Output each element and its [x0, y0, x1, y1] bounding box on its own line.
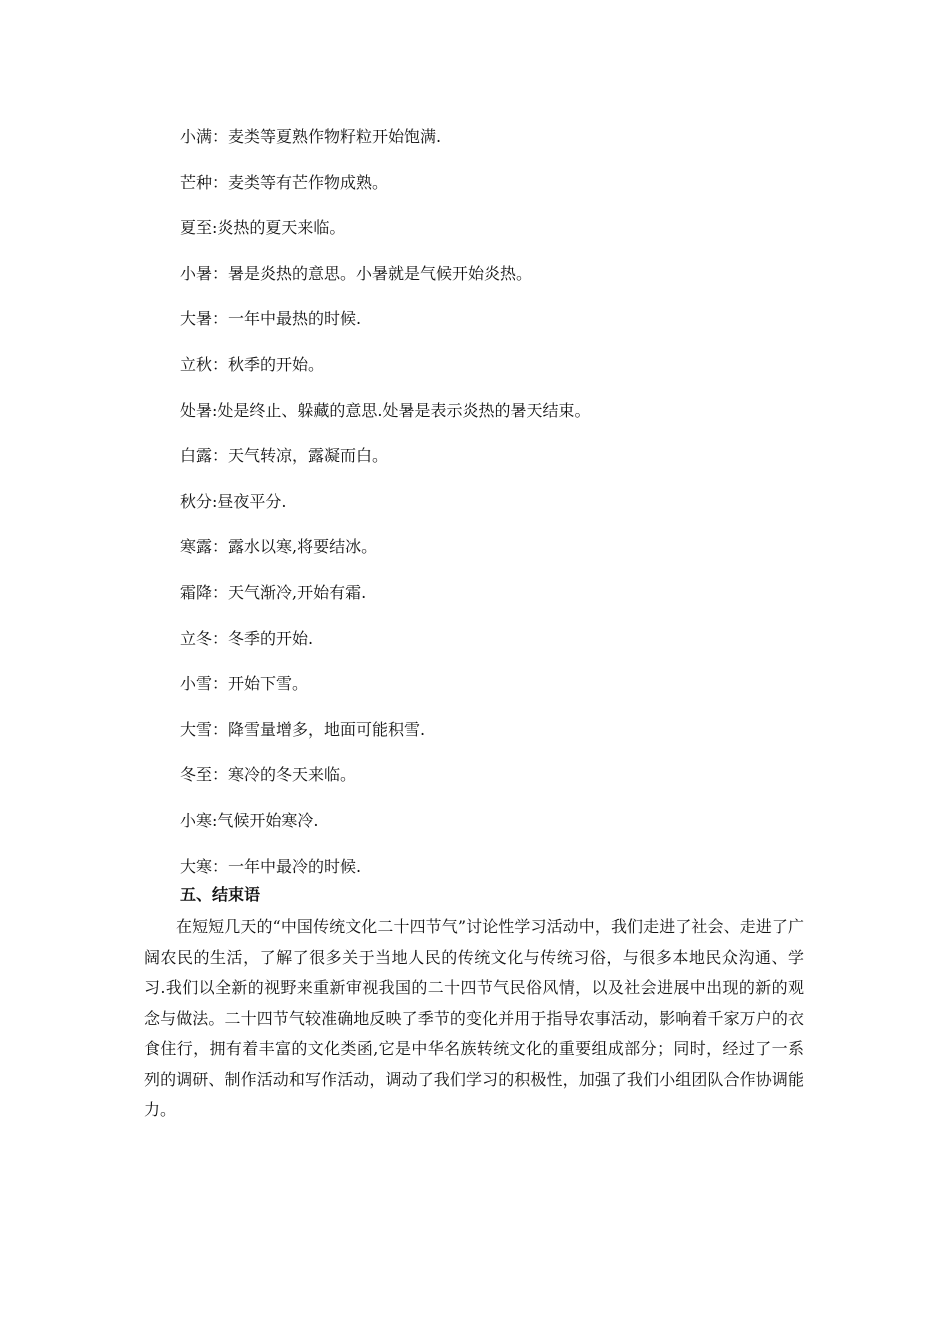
conclusion-paragraph: 在短短几天的“中国传统文化二十四节气”讨论性学习活动中，我们走进了社会、走进了广阔农民的生活，了解了很多关于当地人民的传统文化与传统习俗，与很多本地民众沟通、学习.我们以全新的视野来重新审视我国的二十四节气民俗风情，以及社会进展中出现的新的观念与做法。二十四节气较准确地反映了季节的变化并用于指导农事活动，影响着千家万户的衣食住行，拥有着丰富的文化类函,它是中华名族转统文化的重要组成部分；同时，经过了一系列的调研、制作活动和写作活动，调动了我们学习的积极性，加强了我们小组团队合作协调能力。 — [144, 917, 804, 1119]
section-heading: 五、结束语 — [180, 885, 261, 904]
term-xiaohan: 小寒:气候开始寒冷. — [180, 810, 319, 830]
term-daxue: 大雪：降雪量增多，地面可能积雪. — [180, 719, 426, 739]
term-xiazhi: 夏至:炎热的夏天来临。 — [180, 218, 346, 238]
term-dongzhi: 冬至：寒冷的冬天来临。 — [180, 765, 357, 785]
term-shuangjiang: 霜降：天气渐冷,开始有霜. — [180, 582, 367, 602]
term-qiufen: 秋分:昼夜平分. — [180, 491, 287, 511]
term-dahan: 大寒：一年中最冷的时候. — [180, 856, 362, 876]
term-liqiu: 立秋：秋季的开始。 — [180, 354, 325, 374]
term-mangzhong: 芒种：麦类等有芒作物成熟。 — [180, 172, 389, 192]
term-hanlu: 寒露：露水以寒,将要结冰。 — [180, 537, 378, 557]
term-xiaoshu: 小暑：暑是炎热的意思。小暑就是气候开始炎热。 — [180, 263, 533, 283]
term-lidong: 立冬：冬季的开始. — [180, 628, 314, 648]
term-dashu: 大暑：一年中最热的时候. — [180, 309, 362, 329]
term-bailu: 白露：天气转凉，露凝而白。 — [180, 446, 389, 466]
term-chushu: 处暑:处是终止、躲藏的意思.处暑是表示炎热的暑天结束。 — [180, 400, 591, 420]
term-xiaoxue: 小雪：开始下雪。 — [180, 674, 309, 694]
term-xiaoman: 小满：麦类等夏熟作物籽粒开始饱满. — [180, 127, 442, 146]
solar-terms-list — [180, 122, 820, 897]
